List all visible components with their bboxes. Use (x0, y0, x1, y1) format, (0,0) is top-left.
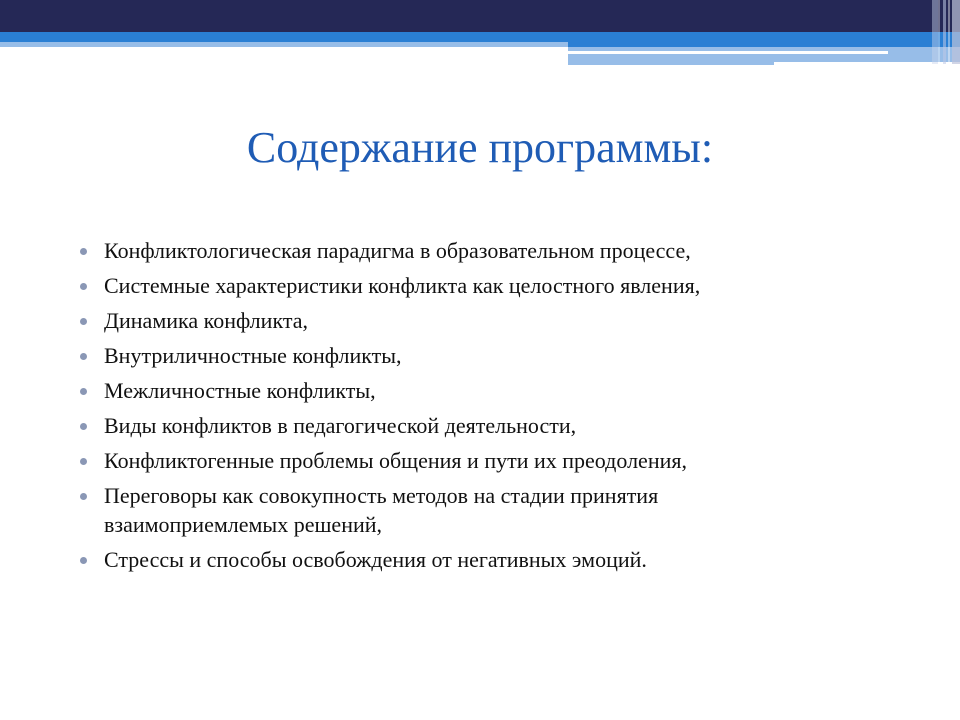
bullet-dot-icon (80, 458, 87, 465)
list-item-text: Конфликтогенные проблемы общения и пути их преодоления, (104, 448, 687, 473)
bullet-dot-icon (80, 493, 87, 500)
header-blue-band (0, 32, 960, 42)
header-vertical-stripe (943, 0, 946, 64)
bullet-dot-icon (80, 388, 87, 395)
list-item (78, 236, 898, 265)
list-item-text: Виды конфликтов в педагогической деятельности, (104, 413, 577, 438)
list-item-text: Конфликтологическая парадигма в образовательном процессе, (104, 238, 691, 263)
header-white-line (568, 51, 888, 54)
bullet-dot-icon (80, 283, 87, 290)
header-light-tail (568, 62, 774, 65)
header-vertical-stripe (938, 0, 940, 64)
list-item-text: Динамика конфликта, (104, 308, 308, 333)
bullet-dot-icon (80, 318, 87, 325)
list-item (78, 271, 898, 300)
bullet-dot-icon (80, 248, 87, 255)
list-item-text: Межличностные конфликты, (104, 378, 376, 403)
header-vertical-stripe (952, 0, 960, 64)
list-item (78, 446, 898, 475)
header-light-band-right (568, 47, 960, 62)
list-item (78, 481, 804, 539)
list-item-text: Системные характеристики конфликта как целостного явления, (104, 273, 701, 298)
list-item (78, 376, 898, 405)
bullet-dot-icon (80, 557, 87, 564)
list-item (78, 341, 898, 370)
list-item (78, 411, 898, 440)
slide-title: Содержание программы: (246, 123, 714, 172)
list-item (78, 545, 898, 574)
list-item-text: Стрессы и способы освобождения от негативных эмоций. (104, 547, 647, 572)
header-light-band-left (0, 42, 568, 47)
list-item (78, 306, 898, 335)
list-item-text: Внутриличностные конфликты, (104, 343, 402, 368)
header-vertical-stripe (948, 0, 950, 64)
bullet-dot-icon (80, 353, 87, 360)
header-dark-band (0, 0, 960, 32)
list-item-text: Переговоры как совокупность методов на стадии принятия взаимоприемлемых решений, (104, 483, 659, 537)
bullet-list (78, 236, 898, 580)
bullet-dot-icon (80, 423, 87, 430)
